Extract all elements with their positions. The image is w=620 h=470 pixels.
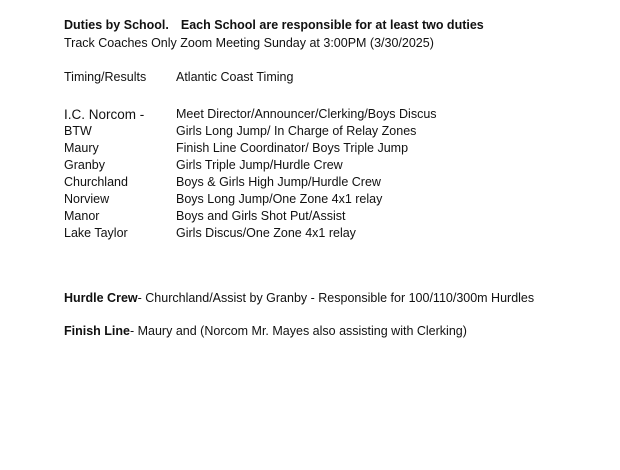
duty-row-granby bbox=[64, 157, 584, 174]
timing-label: Timing/Results bbox=[64, 70, 147, 84]
duty-text: Boys and Girls Shot Put/Assist bbox=[176, 209, 346, 223]
finish-line-text: - Maury and (Norcom Mr. Mayes also assisting with Clerking) bbox=[129, 324, 467, 338]
heading-subtitle: Each School are responsible for at least two duties bbox=[180, 18, 484, 32]
hurdle-crew-label: Hurdle Crew bbox=[64, 291, 138, 305]
duty-text: Meet Director/Announcer/Clerking/Boys Discus bbox=[176, 107, 437, 121]
duty-text: Boys & Girls High Jump/Hurdle Crew bbox=[176, 175, 381, 189]
finish-line-label: Finish Line bbox=[64, 324, 130, 338]
duty-row-manor bbox=[64, 208, 584, 225]
duty-school: Granby bbox=[64, 158, 105, 172]
duty-row-btw bbox=[64, 123, 584, 140]
timing-value: Atlantic Coast Timing bbox=[176, 70, 294, 84]
duty-row-norview bbox=[64, 191, 584, 208]
duty-school: I.C. Norcom - bbox=[64, 107, 145, 122]
duty-text: Boys Long Jump/One Zone 4x1 relay bbox=[176, 192, 383, 206]
heading-title: Duties by School. bbox=[64, 18, 169, 32]
duty-school: BTW bbox=[64, 124, 92, 138]
duty-text: Girls Triple Jump/Hurdle Crew bbox=[176, 158, 343, 172]
page-heading bbox=[64, 17, 484, 33]
duty-school: Churchland bbox=[64, 175, 128, 189]
meeting-note: Track Coaches Only Zoom Meeting Sunday at 3:00PM (3/30/2025) bbox=[64, 36, 434, 50]
duty-row-maury bbox=[64, 140, 584, 157]
finish-line-note bbox=[64, 323, 467, 339]
duty-row-lake-taylor bbox=[64, 225, 584, 242]
duty-text: Girls Discus/One Zone 4x1 relay bbox=[176, 226, 356, 240]
duty-school: Norview bbox=[64, 192, 110, 206]
duty-school: Manor bbox=[64, 209, 100, 223]
duty-school: Lake Taylor bbox=[64, 226, 128, 240]
duty-row-churchland bbox=[64, 174, 584, 191]
hurdle-crew-note bbox=[64, 290, 534, 306]
duty-row-norcom bbox=[64, 106, 584, 123]
duty-text: Finish Line Coordinator/ Boys Triple Jump bbox=[176, 141, 409, 155]
hurdle-crew-text: - Churchland/Assist by Granby - Responsible for 100/110/300m Hurdles bbox=[137, 291, 535, 305]
duty-text: Girls Long Jump/ In Charge of Relay Zones bbox=[176, 124, 417, 138]
duty-school: Maury bbox=[64, 141, 99, 155]
